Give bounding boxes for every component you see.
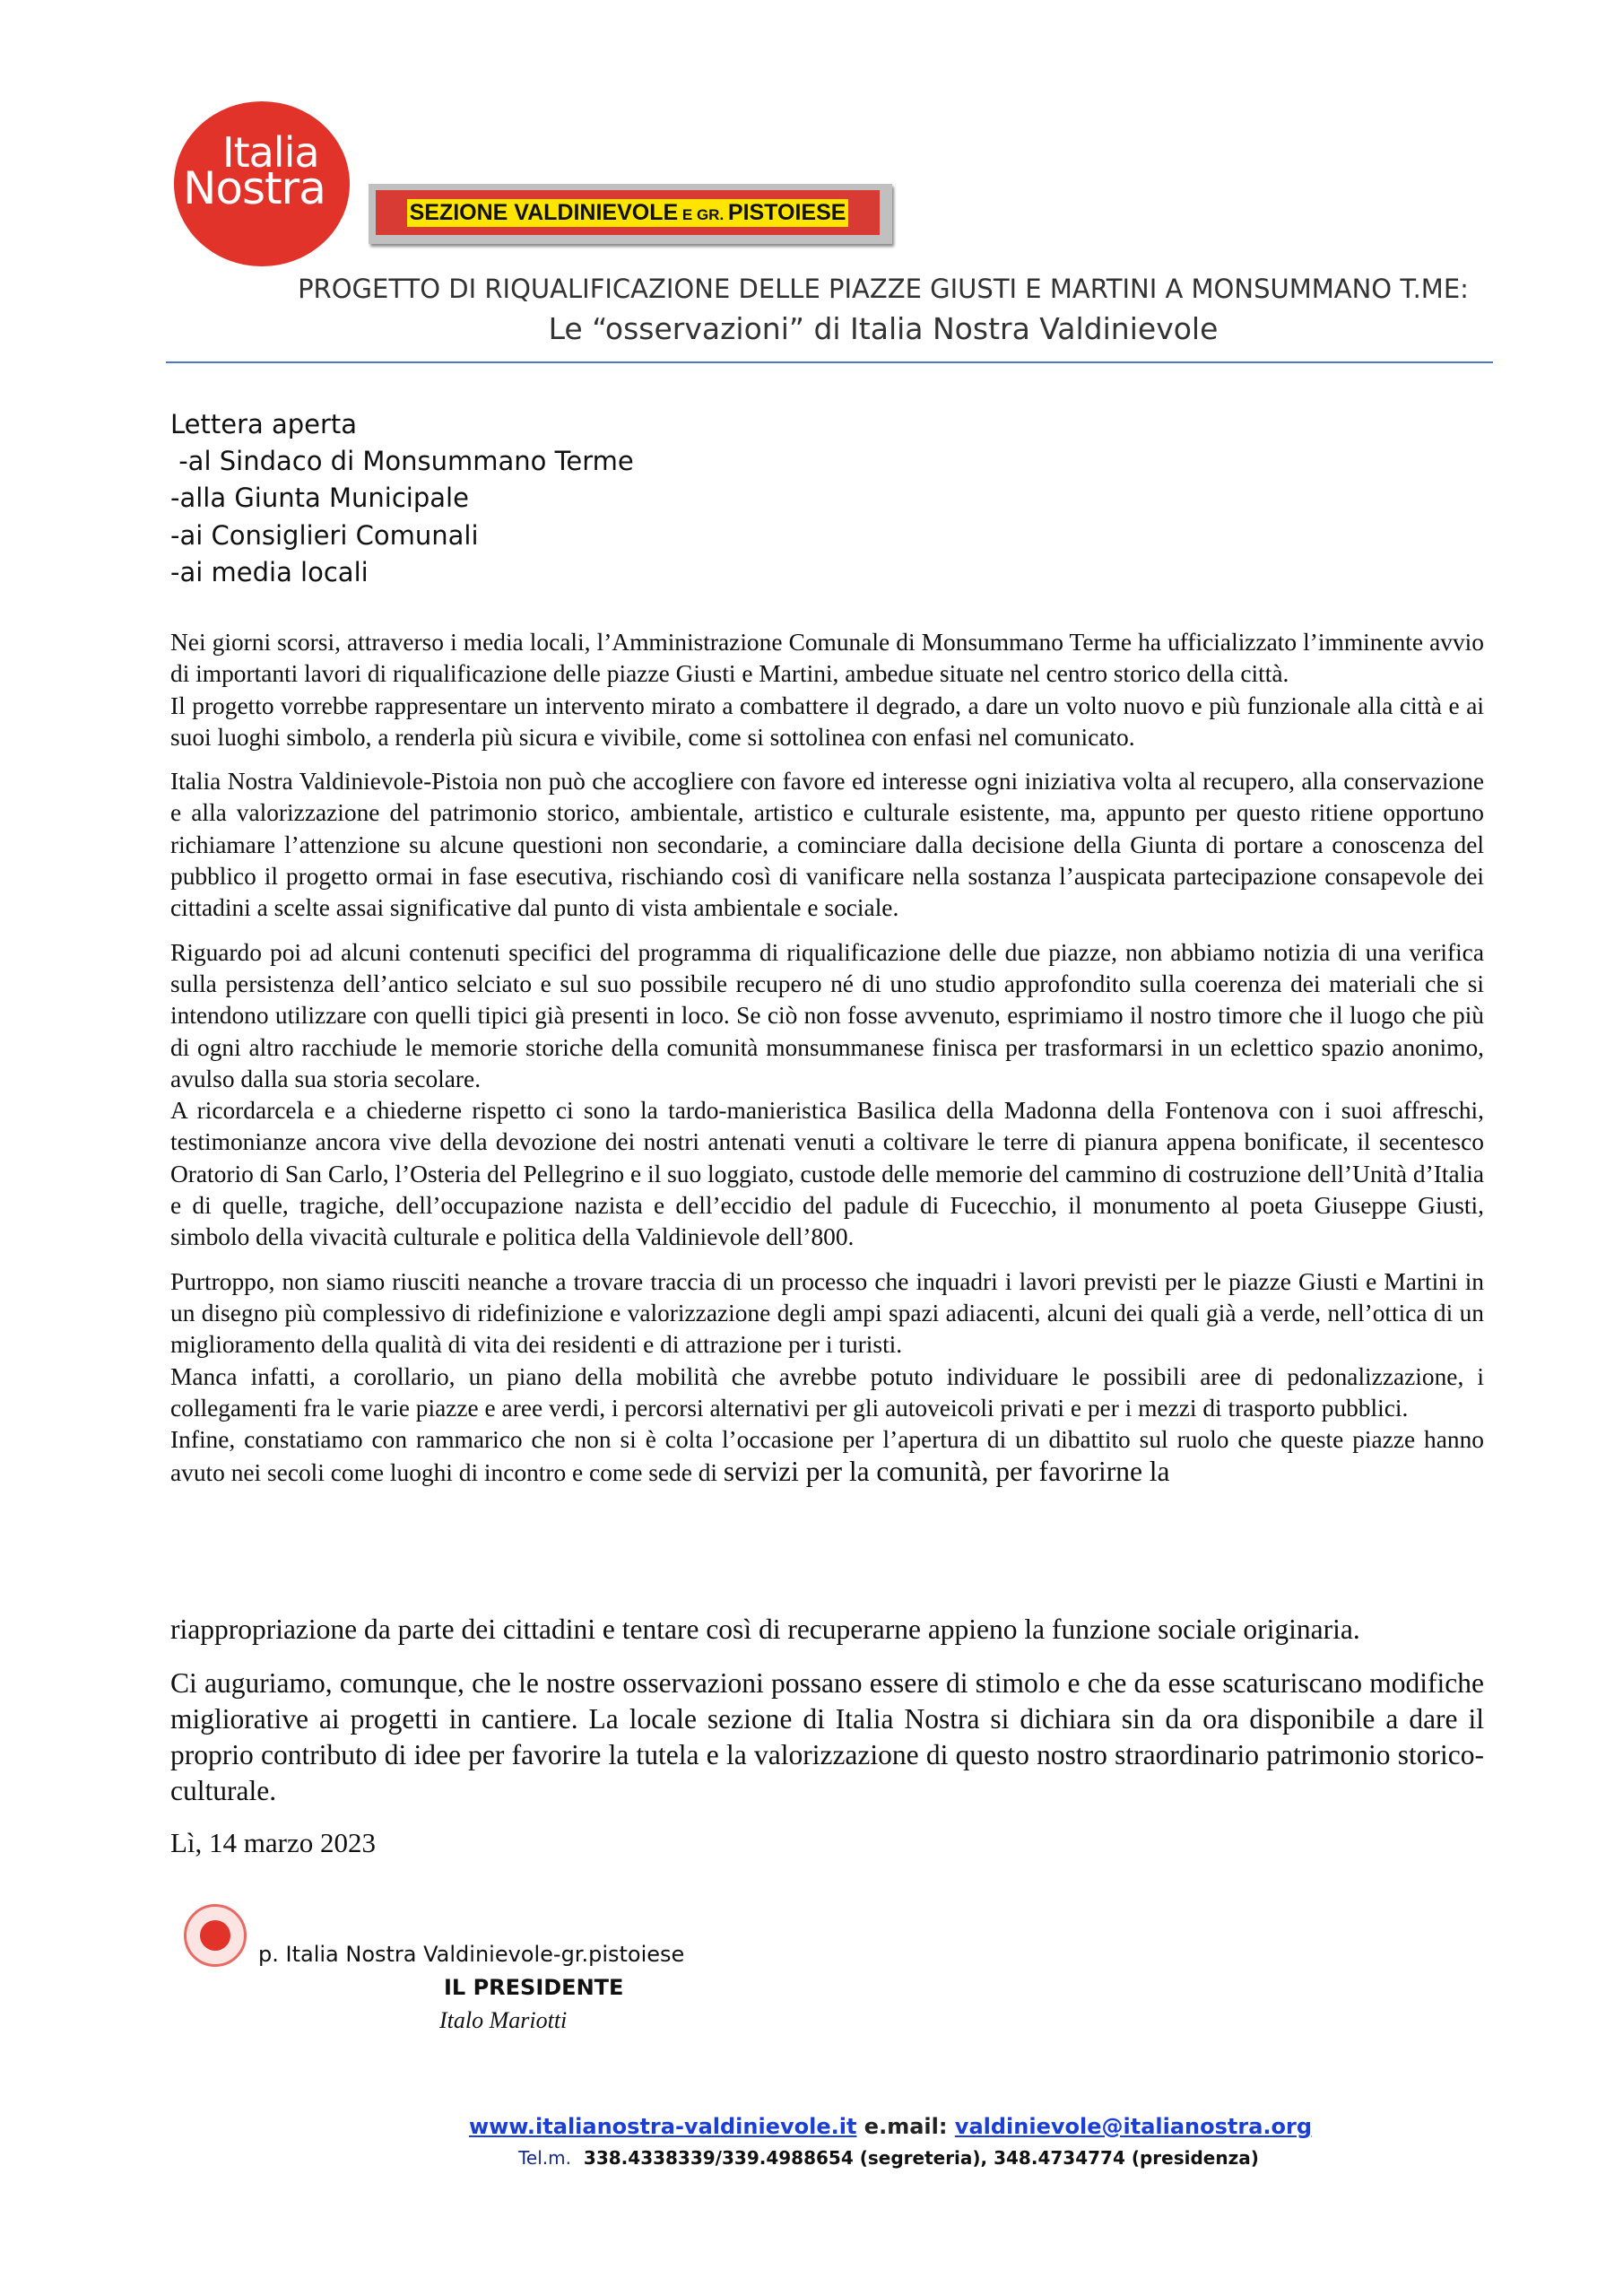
signature-name: Italo Mariotti [439,2007,568,2033]
closing-paragraph: Ci auguriamo, comunque, che le nostre osservazioni possano essere di stimolo e che da esse scaturiscano modifiche migliorative ai progetti in cantiere. La locale sezione di Italia Nostra si dichiara sin da ora disponibile a dare il proprio contributo di idee per favorire la tutela e la valorizzazione di questo nostro straordinario patrimonio storico-culturale. [170,1667,1484,1806]
italia-nostra-logo [174,101,350,266]
addressee-line: -ai media locali [170,556,369,587]
letter-body [170,627,1484,1490]
logo-line2: Nostra [183,162,325,214]
letter-date: Lì, 14 marzo 2023 [170,1827,377,1858]
paragraph: Infine, constatiamo con rammarico che non si è colta l’occasione per l’apertura di un dibattito sul ruolo che queste piazze hanno avuto nei secoli come luoghi di incontro e come sede di servizi per la comunità, per favorirne la [170,1426,1484,1488]
addressee-line: Lettera aperta [170,409,358,439]
phone-numbers: 338.4338339/339.4988654 (segreteria), 348.4734774 (presidenza) [571,2147,1259,2169]
logo-line1: Italia [222,128,319,177]
paragraph: Italia Nostra Valdinievole-Pistoia non può che accogliere con favore ed interesse ogni iniziativa volta al recupero, alla conservazione e alla valorizzazione del patrimonio storico, ambientale, artistico e culturale esistente, ma, appunto per questo ritiene opportuno richiamare l’attenzione su alcune questioni non secondarie, a cominciare dalla decisione della Giunta di portare a conoscenza del pubblico il progetto ormai in fase esecutiva, rischiando così di vanificare nella sostanza l’auspicata partecipazione consapevole dei cittadini a scelte assai significative dal punto di vista ambientale e sociale. [170,768,1484,922]
section-banner [369,184,892,244]
addressee-line: -ai Consiglieri Comunali [170,519,479,551]
paragraph: Manca infatti, a corollario, un piano della mobilità che avrebbe potuto individuare le possibili aree di pedonalizzazione, i collegamenti fra le varie piazze e aree verdi, i percorsi alternativi per gli autoveicoli privati e per i mezzi di trasporto pubblici. [170,1362,1484,1422]
paragraph: Il progetto vorrebbe rappresentare un intervento mirato a combattere il degrado, a dare un volto nuovo e più funzionale alla città e ai suoi luoghi simbolo, a renderla più sicura e vivibile, come si sottolinea con enfasi nel comunicato. [170,691,1484,751]
signature-organization: p. Italia Nostra Valdinievole-gr.pistoiese [258,1942,685,1967]
paragraph: A ricordarcela e a chiederne rispetto ci sono la tardo-manieristica Basilica della Madonna della Fontenova con i suoi affreschi, testimonianze ancora vive della devozione dei nostri antenati venuti a coltivare le terre di pianura appena bonificate, il secentesco Oratorio di San Carlo, l’Osteria del Pellegrino e il suo loggiato, custode delle memorie del cammino di costruzione dell’Unità d’Italia e di quelle, tragiche, dell’occupazione nazista e dell’eccidio del padule di Fucecchio, il monumento al poeta Giuseppe Giusti, simbolo della vivacità culturale e politica della Valdinievole dell’800. [170,1097,1484,1251]
paragraph: Riguardo poi ad alcuni contenuti specifici del programma di riqualificazione delle due piazze, non abbiamo notizia di una verifica sulla persistenza dell’antico selciato e sul suo possibile recupero né di uno studio approfondito sulla coerenza dei materiali che si intendono utilizzare con quelli tipici già presenti in loco. Se ciò non fosse avvenuto, esprimiamo il nostro timore che il luogo che più di ogni altro racchiude le memorie storiche della comunità monsummanese finisca per trasformarsi in un eclettico spazio anonimo, avulso dalla sua storia secolare. [170,938,1484,1092]
website-link[interactable]: www.italianostra-valdinievole.it [468,2114,857,2139]
document-title: PROGETTO DI RIQUALIFICAZIONE DELLE PIAZZE GIUSTI E MARTINI A MONSUMMANO T.ME: [298,274,1469,304]
footer-contacts [79,2114,1623,2139]
paragraph: Purtroppo, non siamo riusciti neanche a trovare traccia di un processo che inquadri i lavori previsti per le piazze Giusti e Martini in un disegno più complessivo di ridefinizione e valorizzazione degli ampi spazi adiacenti, alcuni dei quali già a verde, nell’ottica di un miglioramento della qualità di vita dei residenti e di attrazione per i turisti. [170,1267,1484,1359]
paragraph-tail: riappropriazione da parte dei cittadini e tentare così di recuperarne appieno la funzione sociale originaria. [170,1613,1360,1645]
paragraph: Nei giorni scorsi, attraverso i media locali, l’Amministrazione Comunale di Monsummano Terme ha ufficializzato l’imminente avvio di importanti lavori di riqualificazione delle piazze Giusti e Martini, ambedue situate nel centro storico della città. [170,629,1484,688]
email-link[interactable]: valdinievole@italianostra.org [954,2114,1313,2139]
section-banner-text: SEZIONE VALDINIEVOLE E GR. PISTOIESE [407,199,849,227]
addressee-line: -alla Giunta Municipale [170,483,469,514]
addressee-list [170,406,634,591]
addressee-line: -al Sindaco di Monsummano Terme [170,446,634,477]
email-label: e.mail: [856,2114,955,2139]
header-divider [166,361,1493,363]
signature-role: IL PRESIDENTE [444,1975,624,2000]
footer-phone [77,2147,1623,2169]
association-stamp-icon [184,1904,247,1967]
document-subtitle: Le “osservazioni” di Italia Nostra Valdinievole [548,311,1219,346]
phone-label: Tel.m. [518,2147,571,2169]
